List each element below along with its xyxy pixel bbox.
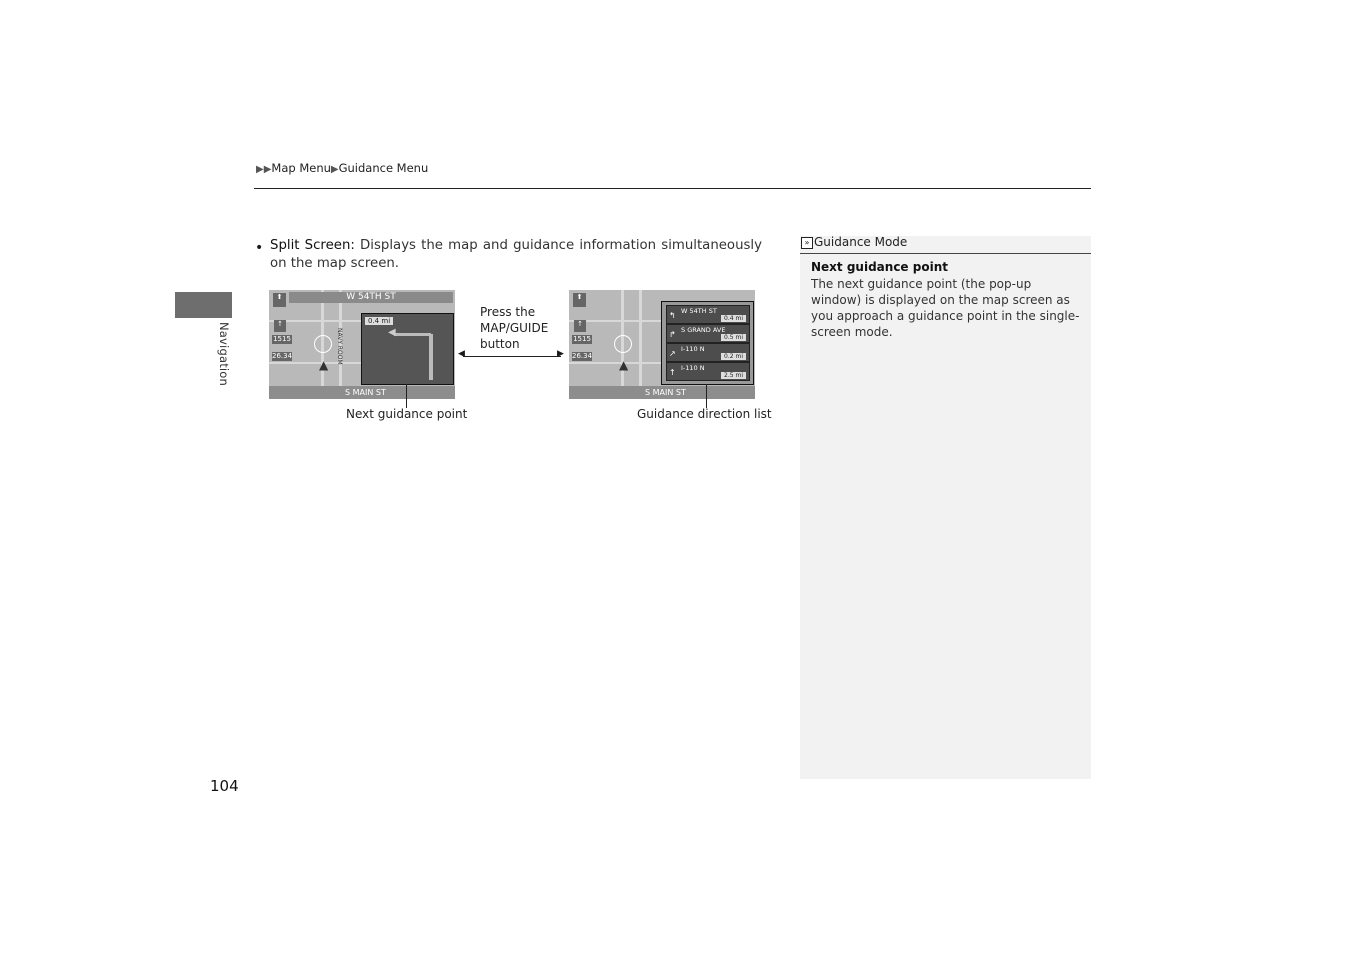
bottom-street-name: S MAIN ST (345, 388, 386, 397)
turn-arrow-icon: ↑ (574, 320, 586, 332)
arrow-right-icon: ▶ (557, 349, 564, 359)
turn-arrow-icon: ↑ (274, 320, 286, 332)
map-ring (614, 335, 632, 353)
compass-icon: ⬆ (273, 293, 286, 307)
breadcrumb-arrow-icon: ▶▶ (256, 164, 272, 175)
breadcrumb-arrow-icon: ▶ (330, 164, 339, 175)
guidance-direction-list (661, 301, 754, 385)
split-screen-map-right (569, 290, 755, 399)
direction-row[interactable]: ↱ S GRAND AVE 0.5 mi (666, 324, 750, 343)
map-ring (314, 335, 332, 353)
vehicle-position-icon: ▲ (619, 358, 629, 372)
direction-row[interactable]: ↑ I-110 N 2.5 mi (666, 362, 750, 381)
split-screen-map-left (269, 290, 455, 399)
turn-left-arrow-icon: ◀ (388, 327, 396, 338)
popup-distance: 0.4 (368, 317, 380, 325)
bullet-term: Split Screen: (270, 238, 355, 253)
section-tab-label: Navigation (217, 322, 231, 387)
arrival-time: 1515 (573, 335, 591, 343)
double-arrow-line (463, 356, 561, 357)
map-guide-button-label: MAP/GUIDE (480, 321, 549, 335)
keep-right-icon: ↗ (669, 349, 676, 358)
section-tab[interactable] (175, 292, 232, 318)
compass-icon: ⬆ (573, 293, 586, 307)
note-reference-icon: » (801, 237, 813, 249)
caption-next-guidance-point: Next guidance point (346, 407, 468, 421)
bottom-street-bar (569, 386, 755, 399)
arrow-left-icon: ◀ (458, 349, 465, 359)
straight-icon: ↑ (669, 368, 676, 377)
bullet-description: Displays the map and guidance information simultaneously on the map screen. (270, 238, 762, 271)
header-divider (254, 188, 1091, 189)
caption-guidance-direction-list: Guidance direction list (637, 407, 772, 421)
callout-line (706, 384, 707, 408)
vehicle-position-icon: ▲ (319, 358, 329, 372)
remaining-distance: 26.34 (272, 352, 293, 360)
current-street-banner: W 54TH ST (289, 292, 453, 303)
note-header-title: Guidance Mode (814, 235, 908, 249)
note-title: Next guidance point (811, 260, 948, 274)
direction-row[interactable]: ↗ I-110 N 0.2 mi (666, 343, 750, 362)
arrival-time: 1515 (273, 335, 291, 343)
bottom-street-name: S MAIN ST (645, 388, 686, 397)
bottom-street-bar (269, 386, 455, 399)
turn-left-icon: ↰ (669, 311, 676, 320)
bullet-paragraph (270, 237, 762, 273)
side-street-label: NAVY ROOM (336, 328, 343, 365)
page-number: 104 (210, 777, 239, 795)
next-guidance-point-popup (361, 313, 454, 385)
action-instruction: Press the MAP/GUIDE button (480, 305, 549, 351)
bullet-icon: • (255, 240, 264, 256)
remaining-distance: 26.34 (572, 352, 593, 360)
breadcrumb-item-guidance-menu[interactable]: Guidance Menu (338, 161, 429, 175)
note-body: The next guidance point (the pop-up window) is displayed on the map screen as you approach a guidance point in the single-screen mode. (811, 277, 1080, 339)
turn-right-icon: ↱ (669, 330, 676, 339)
popup-unit: mi (381, 317, 391, 325)
breadcrumb-item-map-menu[interactable]: Map Menu (271, 161, 331, 175)
breadcrumb (256, 161, 428, 175)
callout-line (406, 384, 407, 408)
direction-row[interactable]: ↰ W 54TH ST 0.4 mi (666, 305, 750, 324)
